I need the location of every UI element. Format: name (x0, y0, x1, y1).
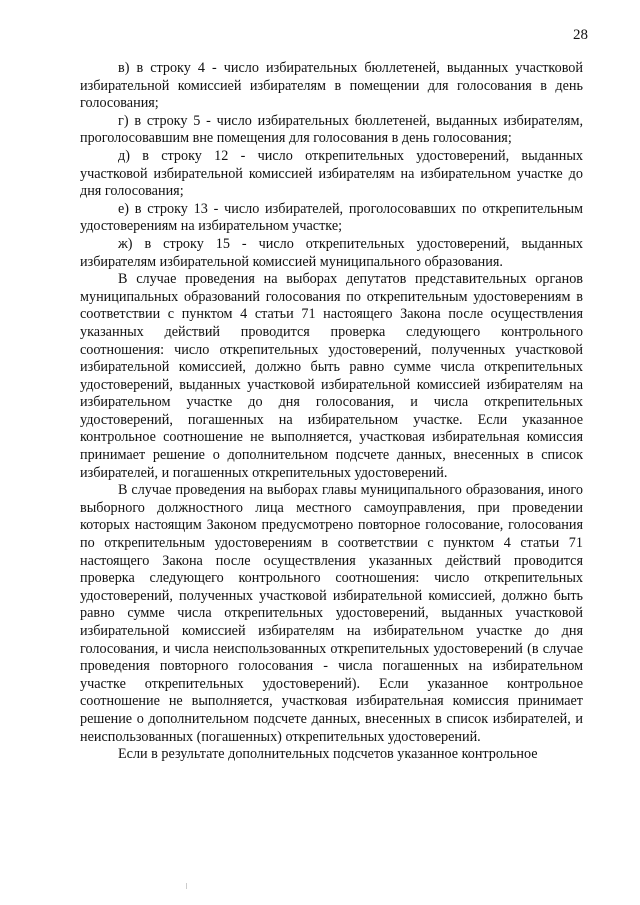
paragraph-head-control: В случае проведения на выборах главы муниципального образования, иного выборного должностного лица местного самоуправления, при проведении которых настоящим Законом предусмотрено повторное голосование, голосования по открепительным удостоверениям в соответствии с пунктом 4 статьи 71 настоящего Закона после осуществления указанных действий проводится проверка следующего контрольного соотношения: число открепительных удостоверений, полученных участковой избирательной комиссией, должно быть равно сумме числа открепительных удостоверений, выданных участковой избирательной комиссией избирателям на избирательном участке до дня голосования, и числа неиспользованных открепительных удостоверений (в случае проведения повторного голосования - числа погашенных на избирательном участке открепительных удостоверений). Если указанное контрольное соотношение не выполняется, участковая избирательная комиссия принимает решение о дополнительном подсчете данных, внесенных в список избирателей, и неиспользованных (погашенных) открепительных удостоверений. (80, 482, 583, 745)
list-item-e: е) в строку 13 - число избирателей, проголосовавших по открепительным удостоверениям на избирательном участке; (80, 200, 583, 235)
paragraph-deputies-control: В случае проведения на выборах депутатов представительных органов муниципальных образований голосования по открепительным удостоверениям в соответствии с пунктом 4 статьи 71 настоящего Закона после осуществления указанных действий проводится проверка следующего контрольного соотношения: число открепительных удостоверений, полученных участковой избирательной комиссией, должно быть равно сумме числа открепительных удостоверений, выданных участковой избирательной комиссией избирателям на избирательном участке до дня голосования, и числа открепительных удостоверений, погашенных на избирательном участке. Если указанное контрольное соотношение не выполняется, участковая избирательная комиссия принимает решение о дополнительном подсчете данных, внесенных в список избирателей, и погашенных открепительных удостоверений. (80, 271, 583, 481)
list-item-d: д) в строку 12 - число открепительных удостоверений, выданных участковой избирательной комиссией избирателям на избирательном участке до дня голосования; (80, 147, 583, 200)
list-item-g: г) в строку 5 - число избирательных бюллетеней, выданных избирателям, проголосовавшим вне помещения для голосования в день голосования; (80, 112, 583, 147)
paragraph-continuation: Если в результате дополнительных подсчетов указанное контрольное (118, 746, 538, 763)
document-body (80, 60, 583, 764)
list-item-zh: ж) в строку 15 - число открепительных удостоверений, выданных избирателям избирательной комиссией муниципального образования. (80, 235, 583, 270)
list-item-v: в) в строку 4 - число избирательных бюллетеней, выданных участковой избирательной комиссией избирателям в помещении для голосования в день голосования; (80, 60, 583, 112)
page-number: 28 (573, 27, 588, 43)
scan-mark (186, 883, 187, 889)
